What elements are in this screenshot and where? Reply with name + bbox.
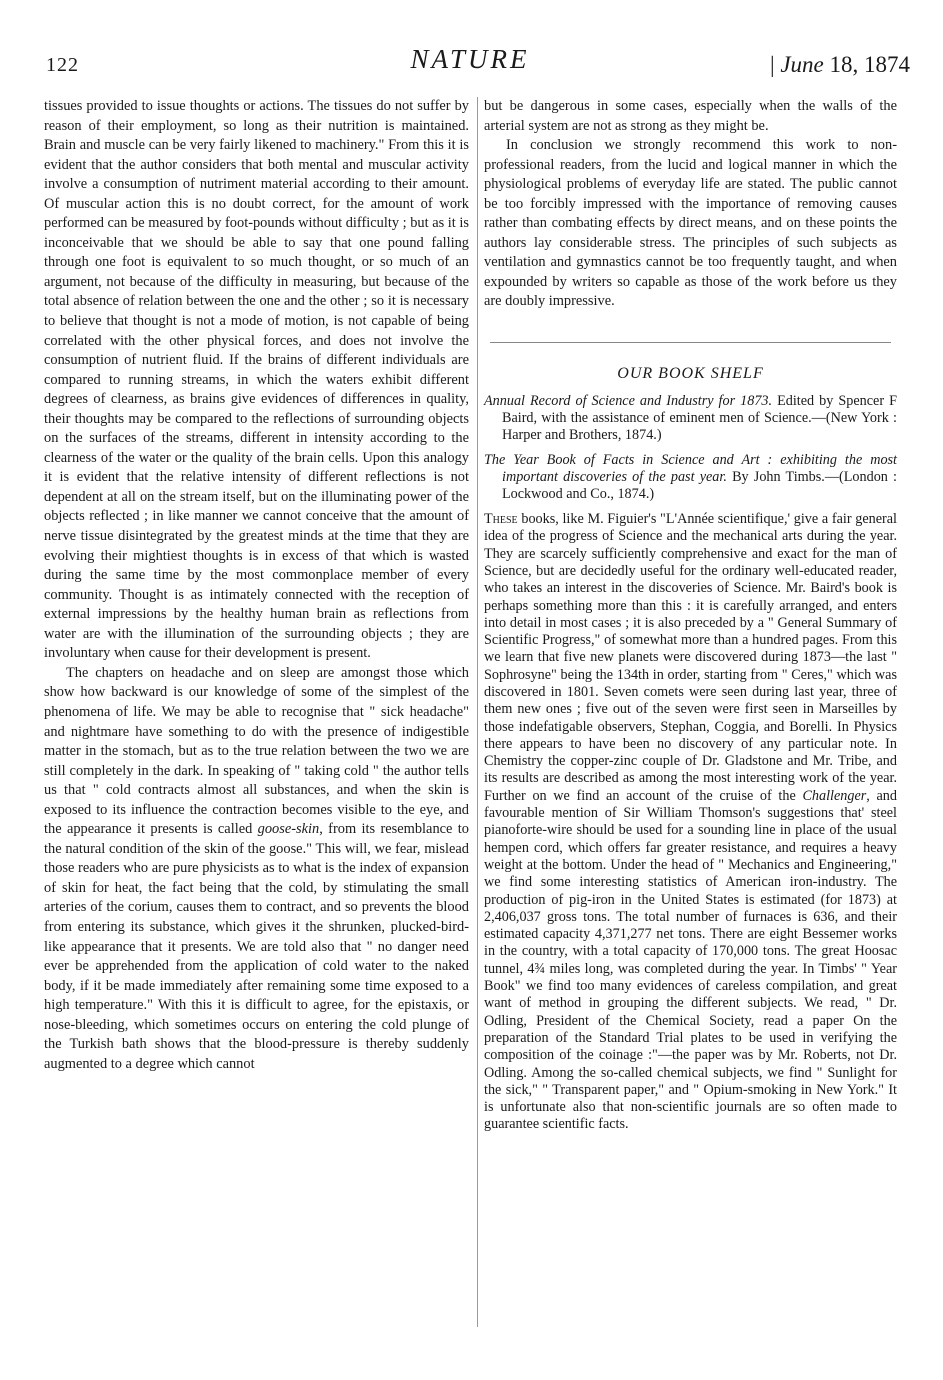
book-citation-1 — [484, 393, 897, 444]
book-citation-1-title: Annual Record of Science and Industry for 1873. — [484, 393, 773, 410]
right-paragraph-1: but be dangerous in some cases, especially when the walls of the arterial system are not as strong as they might be. — [484, 98, 897, 134]
review-part-b: , and favourable mention of Sir William Thomson's suggestions that' steel pianoforte-wire should be used for a sounding line in place of the usual hempen cord, which offers far greater resistance, and requires a heavy weight at the bottom. Under the head of " Mechanics and Engineering," we find some interesting statistics of American iron-industry. The production of pig-iron in the United States is estimated (for 1873) at 2,406,037 gross tons. The total number of furnaces is 636, and their estimated capacity 4,371,277 net tons. There are eight Bessemer works in the country, with a total capacity of 170,000 tons. The great Hoosac tunnel, 4¾ miles long, was completed during the year. In Timbs' " Year Book" we find too many evidences of careless compilation, and great want of method in grouping the different subjects. We read, " Dr. Odling, President of the Chemical Society, read a paper On the preparation of the Standard Trial plates to be used in verifying the composition of the coinage :"—the paper was by Mr. Roberts, not Dr. Odling. Among the so-called chemical subjects, we find " Sunlight for the sick," " Transparent paper," and " Opium-smoking in New York." It is unfortunate also that non-scientific journals are so often made to guarantee scientific facts. — [484, 787, 897, 1133]
column-divider — [477, 97, 478, 1327]
left-paragraph-2-italic: goose-skin — [257, 821, 320, 838]
review-italic-ship-name: Challenger — [802, 787, 867, 804]
book-citation-2 — [484, 452, 897, 503]
left-paragraph-1: tissues provided to issue thoughts or actions. The tissues do not suffer by reason of their employment, so long as their nutrition is maintained. Brain and muscle can be very fairly likened to machinery." From this it is evident that the author considers that both mental and muscular activity involve a consumption of nutriment material according to their amount. Of muscular action this is no doubt correct, for the amount of work performed can be measured by foot-pounds without difficulty ; but as it is inconceivable that we should be able to say that one pound falling through one foot is equivalent to so much thought, or so much of an argument, not because of the difficulty in measuring, but because of the total absence of relation between the one and the other ; so it is necessary to believe that thought is not a mode of motion, is not capable of being correlated with the other physical forces, and does not involve the consumption of nutrient fluid. If the brains of different individuals are compared to running streams, in which the waters exhibit different degrees of clearness, as brains give evidences of differences in quality, their thoughts may be compared to the reflections of surrounding objects on the surfaces of the streams, different in intensity according to the clearness of the water or the quality of the brain cells. Upon this analogy it is evident that the relative intensity of different reflections is not dependent at all on the stream itself, but on the illuminating power of the objects reflected ; in like manner we cannot conceive that the amount of nerve tissue disintegrated by the greatest minds at the time that they are evolving their mightiest thoughts is in excess of that which is wasted during the same time by the most commonplace member of every community. Thought is as intimately connected with the reception of external impressions by the healthy human brain as reflections from water are with the illumination of the surrounding objects ; they are involuntary when cause for their development is present. — [44, 98, 469, 662]
left-column — [44, 97, 469, 1074]
journal-title: NATURE — [410, 44, 530, 74]
book-citation-1-details: Edited by Spencer F Baird, with the assistance of eminent men of Science.—(New York : Harper and Brothers, 1874.) — [502, 393, 897, 444]
issue-date-month: June — [780, 52, 824, 77]
book-review-text — [484, 511, 897, 1134]
book-citation-2-title: The Year Book of Facts in Science and Art : exhibiting the most important discoveries of the past year. — [484, 452, 897, 486]
book-citation-2-details: By John Timbs.—(London : Lockwood and Co., 1874.) — [502, 469, 897, 503]
review-lead-word: These — [484, 511, 518, 528]
left-paragraph-2-part-a: The chapters on headache and on sleep are amongst those which show how backward is our knowledge of some of the simplest of the phenomena of life. We may be able to recognise that " sick headache" and nightmare have something to do with the presence of indigestible matter in the stomach, but as to the true relation between the two we are still completely in the dark. In speaking of " taking cold " the author tells us that " cold contracts almost all substances, and when the skin is exposed to its influence the contraction becomes visible to the eye, and the appearance it presents is called — [44, 664, 469, 838]
section-title: OUR BOOK SHELF — [617, 365, 764, 383]
issue-date: | June 18, 1874 — [769, 52, 910, 77]
section-rule — [490, 342, 891, 343]
page-header — [30, 42, 910, 82]
issue-date-rest: 18, 1874 — [829, 52, 910, 77]
page-number: 122 — [46, 54, 79, 76]
review-part-a: books, like M. Figuier's "L'Année scientifique,' give a fair general idea of the progress of Science and the mechanical arts during the year. They are scarcely sufficiently comprehensive and exact for the man of Science, but are decidedly useful for the ordinary well-educated reader, who takes an interest in the discoveries of Science. Mr. Baird's book is perhaps something more than this : it is carefully arranged, and enters into detail in most cases ; it is also preceded by a " General Summary of Scientific Progress," of somewhat more than a hundred pages. From this we learn that five new planets were discovered during 1873—the last " Sophrosyne" being the 134th in order, starting from " Ceres," which was discovered in 1801. Seven comets were seen during last year, three of them new ones ; five out of the seven were first seen in Marseilles by those indefatigable observers, Stephan, Coggia, and Borelli. In Physics there appears to have been no discovery of any particular note. In Chemistry the copper-zinc couple of Dr. Gladstone and Mr. Tribe, and its results are described as among the most interesting work of the year. Further on we find an account of the cruise of the — [484, 511, 897, 804]
left-paragraph-2-part-b: , from its resemblance to the natural condition of the skin of the goose." This will, we fear, mislead those readers who are pure physicists as to what is the index of expansion of skin for heat, the fact being that the cold, by stimulating the small arteries of the corium, causes them to contract, and so prevents the blood from entering its substance, which gives it the shrunken, plucked-bird-like appearance that it presents. We are told also that " no danger need ever be apprehended from the application of cold water to the naked body, if it be made immediately after remaining some time exposed to a high temperature." With this it is difficult to agree, for the epistaxis, or nose-bleeding, which sometimes occurs on entering the cold plunge of the Turkish bath shows that the blood-pressure is thereby suddenly augmented to a degree which cannot — [44, 821, 469, 1072]
left-paragraph-2 — [44, 664, 469, 1074]
right-column — [484, 97, 897, 1134]
right-paragraph-2: In conclusion we strongly recommend this work to non-professional readers, from the lucid and logical manner in which the physiological problems of everyday life are stated. The public cannot be too forcibly impressed with the importance of removing causes rather than combating effects by direct means, and on these points the authors lay considerable stress. The principles of such subjects as ventilation and gymnastics cannot be too frequently taught, and when expounded by writers so capable as those of the work before us they are doubly impressive. — [484, 137, 897, 310]
